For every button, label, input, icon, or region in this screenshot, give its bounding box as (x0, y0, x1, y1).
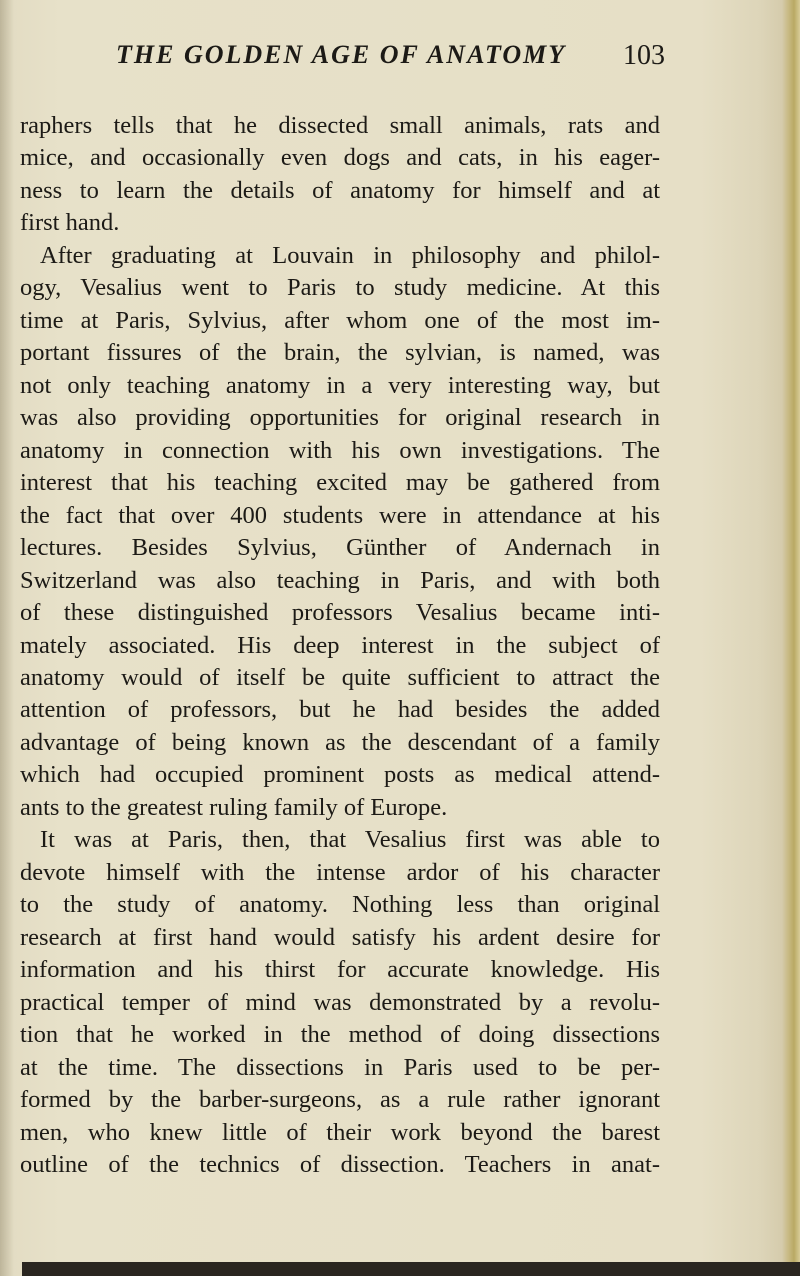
text-line: the fact that over 400 students were in attendance at his (20, 501, 660, 529)
text-line: ness to learn the details of anatomy for himself and at (20, 176, 660, 204)
text-line: of these distinguished professors Vesalius became inti- (20, 599, 660, 627)
text-line: research at first hand would satisfy his ardent desire for (20, 923, 660, 951)
text-line: first hand. (20, 209, 120, 237)
text-line: It was at Paris, then, that Vesalius first was able to (40, 826, 660, 854)
text-line: not only teaching anatomy in a very interesting way, but (20, 371, 660, 399)
text-line: lectures. Besides Sylvius, Günther of Andernach in (20, 534, 660, 562)
running-title: THE GOLDEN AGE OF ANATOMY (116, 40, 567, 69)
text-line: advantage of being known as the descendant of a family (20, 728, 660, 756)
text-line: to the study of anatomy. Nothing less than original (20, 891, 660, 919)
text-line: attention of professors, but he had besides the added (20, 696, 660, 724)
spine-shadow (0, 0, 14, 1276)
text-line: was also providing opportunities for original research in (20, 404, 660, 432)
text-line: practical temper of mind was demonstrated by a revolu- (20, 988, 660, 1016)
text-line: ants to the greatest ruling family of Europe. (20, 793, 448, 821)
body-text (20, 110, 660, 1181)
page-number: 103 (623, 40, 665, 71)
text-line: devote himself with the intense ardor of his character (20, 858, 660, 886)
text-line: information and his thirst for accurate knowledge. His (20, 956, 660, 984)
text-line: formed by the barber-surgeons, as a rule rather ignorant (20, 1086, 660, 1114)
text-line: raphers tells that he dissected small animals, rats and (20, 112, 660, 139)
text-line: time at Paris, Sylvius, after whom one of the most im- (20, 306, 660, 334)
text-line: which had occupied prominent posts as medical attend- (20, 761, 660, 789)
text-line: ogy, Vesalius went to Paris to study medicine. At this (20, 274, 660, 302)
page-edge (782, 0, 800, 1276)
running-head (110, 40, 665, 80)
text-line: men, who knew little of their work beyond the barest (20, 1118, 660, 1146)
text-line: at the time. The dissections in Paris used to be per- (20, 1053, 660, 1081)
page-bottom-edge (22, 1262, 800, 1276)
text-line: outline of the technics of dissection. Teachers in anat- (20, 1151, 660, 1178)
text-line: After graduating at Louvain in philosophy and philol- (40, 241, 660, 269)
text-line: mately associated. His deep interest in the subject of (20, 631, 660, 659)
text-line: anatomy in connection with his own investigations. The (20, 436, 660, 464)
text-line: tion that he worked in the method of doing dissections (20, 1021, 660, 1049)
text-line: portant fissures of the brain, the sylvian, is named, was (20, 339, 660, 367)
text-line: anatomy would of itself be quite sufficient to attract the (20, 663, 660, 691)
text-line: Switzerland was also teaching in Paris, and with both (20, 566, 660, 594)
text-line: mice, and occasionally even dogs and cats, in his eager- (20, 144, 660, 172)
text-line: interest that his teaching excited may be gathered from (20, 469, 660, 497)
